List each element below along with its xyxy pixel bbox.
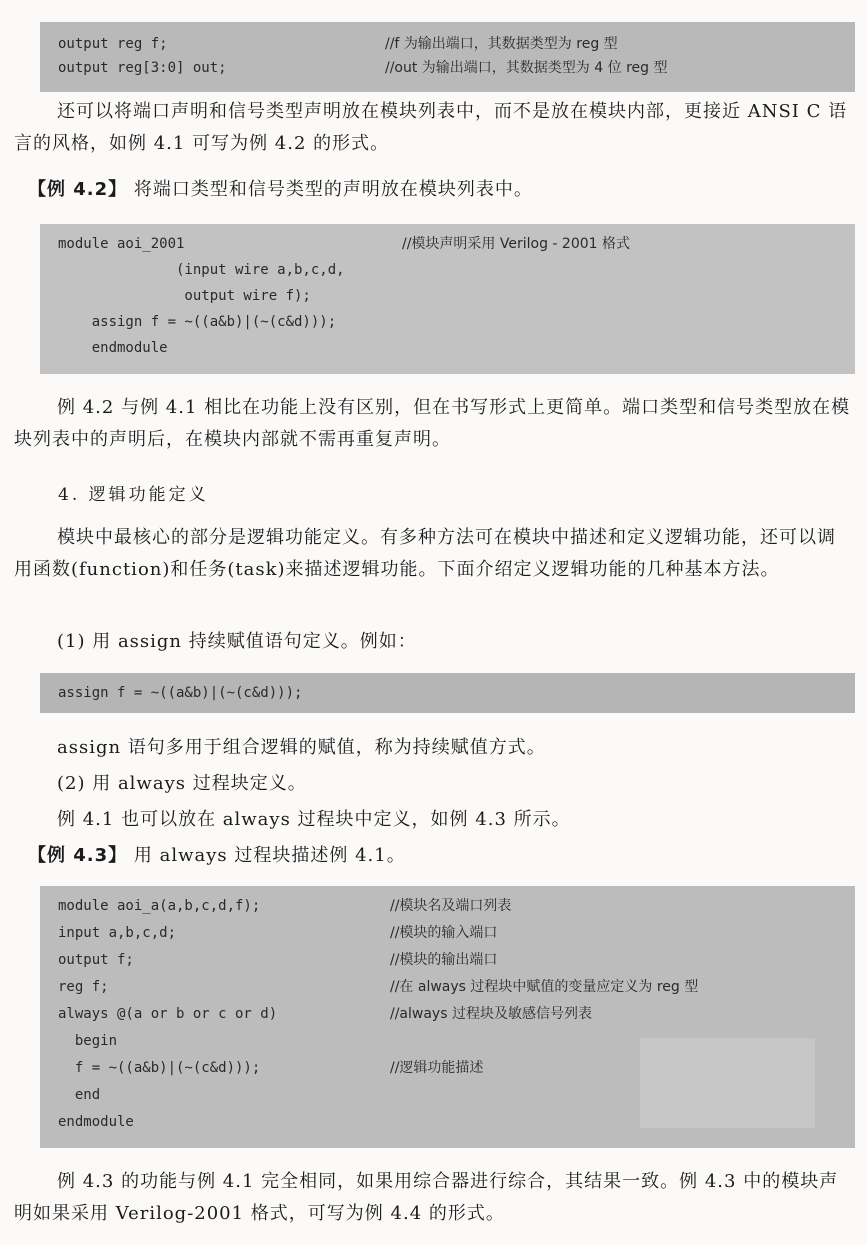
code-line: endmodule [58, 1114, 134, 1130]
code-comment: //f 为输出端口，其数据类型为 reg 型 [385, 36, 618, 52]
code-block-aoi-2001 [40, 224, 855, 374]
code-line: reg f; [58, 979, 109, 995]
list-item: (2) 用 always 过程块定义。 [57, 773, 307, 794]
code-line: output reg f; [58, 36, 168, 52]
code-line: assign f = ~((a&b)|(~(c&d))); [58, 685, 303, 701]
code-comment: //模块声明采用 Verilog - 2001 格式 [402, 236, 631, 252]
code-line: end [58, 1087, 101, 1103]
code-line: (input wire a,b,c,d, [58, 262, 345, 278]
example-caption [28, 174, 867, 206]
code-line: output f; [58, 952, 134, 968]
paragraph: 例 4.3 的功能与例 4.1 完全相同，如果用综合器进行综合，其结果一致。例 4.3 中的模块声明如果采用 Verilog-2001 格式，可写为例 4.4 的形式。 [14, 1171, 839, 1224]
code-line: output wire f); [58, 288, 311, 304]
example-title: 将端口类型和信号类型的声明放在模块列表中。 [133, 179, 533, 200]
code-comment: //在 always 过程块中赋值的变量应定义为 reg 型 [390, 979, 699, 995]
code-comment: //always 过程块及敏感信号列表 [390, 1006, 592, 1022]
paragraph: 例 4.1 也可以放在 always 过程块中定义，如例 4.3 所示。 [57, 809, 571, 830]
code-line: module aoi_a(a,b,c,d,f); [58, 898, 261, 914]
paragraph: 例 4.2 与例 4.1 相比在功能上没有区别，但在书写形式上更简单。端口类型和信号类型放在模块列表中的声明后，在模块内部就不需再重复声明。 [14, 397, 851, 450]
paragraph: 模块中最核心的部分是逻辑功能定义。有多种方法可在模块中描述和定义逻辑功能，还可以调用函数(function)和任务(task)来描述逻辑功能。下面介绍定义逻辑功能的几种基本方法。 [14, 527, 836, 580]
code-comment: //模块的输出端口 [390, 952, 498, 968]
code-block-assign [40, 673, 855, 713]
code-line: begin [58, 1033, 118, 1049]
example-label: 【例 4.2】 [28, 179, 128, 200]
code-line: output reg[3:0] out; [58, 60, 227, 76]
example-caption [28, 840, 867, 872]
code-line: assign f = ~((a&b)|(~(c&d))); [58, 314, 337, 330]
code-comment: //out 为输出端口，其数据类型为 4 位 reg 型 [385, 60, 668, 76]
code-line: f = ~((a&b)|(~(c&d))); [58, 1060, 261, 1076]
paragraph: 还可以将端口声明和信号类型声明放在模块列表中，而不是放在模块内部，更接近 ANSI C 语言的风格，如例 4.1 可写为例 4.2 的形式。 [14, 101, 848, 154]
list-item: (1) 用 assign 持续赋值语句定义。例如： [57, 631, 417, 652]
code-line: always @(a or b or c or d) [58, 1006, 278, 1022]
code-comment: //模块名及端口列表 [390, 898, 512, 914]
code-block-aoi-a [40, 886, 855, 1148]
code-line: module aoi_2001 [58, 236, 185, 252]
example-label: 【例 4.3】 [28, 845, 128, 866]
example-title: 用 always 过程块描述例 4.1。 [133, 845, 406, 866]
code-line: input a,b,c,d; [58, 925, 177, 941]
paragraph: assign 语句多用于组合逻辑的赋值，称为持续赋值方式。 [57, 737, 546, 758]
smudge [640, 1038, 815, 1128]
section-heading: 4. 逻辑功能定义 [58, 485, 209, 505]
code-block-output-decl [40, 22, 855, 92]
code-line: endmodule [58, 340, 168, 356]
code-comment: //逻辑功能描述 [390, 1060, 484, 1076]
code-comment: //模块的输入端口 [390, 925, 498, 941]
